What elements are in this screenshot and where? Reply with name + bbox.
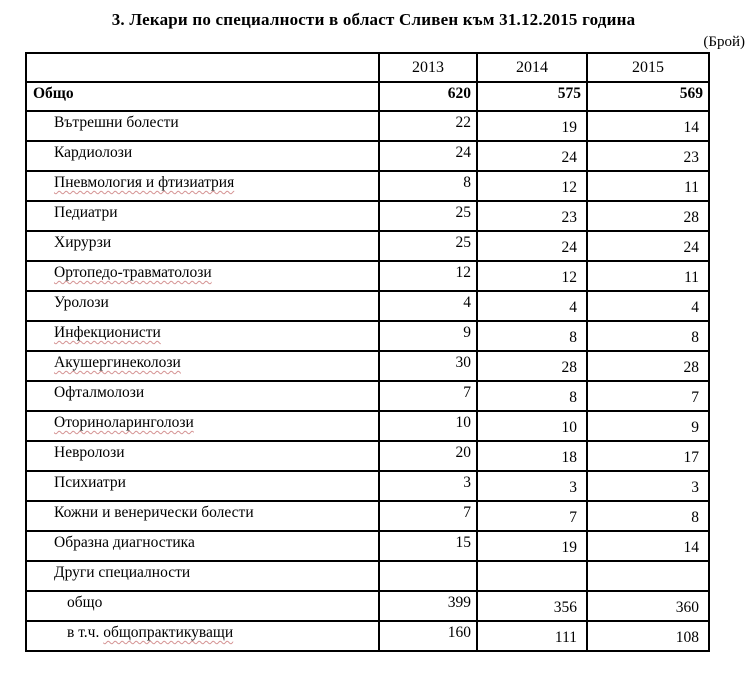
specialty-label: Невролози	[54, 444, 125, 461]
specialty-label: Кожни и венерически болести	[54, 504, 254, 521]
value-2013: 620	[379, 82, 477, 111]
value-2015: 8	[587, 501, 709, 531]
specialty-label: Акушергинеколози	[54, 354, 181, 371]
specialty-label: Офталмолози	[54, 384, 145, 401]
doctors-by-specialty-table	[25, 52, 710, 652]
label-prefix: в т.ч.	[67, 624, 104, 641]
value-2013: 25	[379, 231, 477, 261]
value-2014: 8	[477, 321, 587, 351]
specialty-label-cell	[26, 291, 379, 321]
specialty-label: Образна диагностика	[54, 534, 195, 551]
value-2013: 3	[379, 471, 477, 501]
value-2015: 11	[587, 261, 709, 291]
specialty-label-cell	[26, 621, 379, 651]
table-row	[26, 561, 709, 591]
value-2014: 12	[477, 171, 587, 201]
value-2015: 360	[587, 591, 709, 621]
specialty-label: Пневмология и фтизиатрия	[54, 174, 235, 191]
table-row	[26, 381, 709, 411]
value-2013: 30	[379, 351, 477, 381]
value-2014: 12	[477, 261, 587, 291]
table-row	[26, 441, 709, 471]
table-row	[26, 261, 709, 291]
table-row	[26, 201, 709, 231]
value-2014: 24	[477, 231, 587, 261]
value-2014: 3	[477, 471, 587, 501]
specialty-label: Ортопедо-травматолози	[54, 264, 212, 281]
value-2013: 25	[379, 201, 477, 231]
unit-note: (Брой)	[703, 34, 745, 50]
value-2015: 108	[587, 621, 709, 651]
specialty-label: Кардиолози	[54, 144, 133, 161]
specialty-label-cell	[26, 351, 379, 381]
specialty-label-cell	[26, 231, 379, 261]
table-row	[26, 501, 709, 531]
value-2014: 24	[477, 141, 587, 171]
specialty-label-cell	[26, 411, 379, 441]
value-2014: 575	[477, 82, 587, 111]
value-2015: 4	[587, 291, 709, 321]
value-2014: 4	[477, 291, 587, 321]
table-row	[26, 621, 709, 651]
specialty-label-cell	[26, 591, 379, 621]
table-row	[26, 171, 709, 201]
specialty-label: Уролози	[54, 294, 109, 311]
value-2013: 15	[379, 531, 477, 561]
value-2013: 4	[379, 291, 477, 321]
value-2013: 9	[379, 321, 477, 351]
table-row	[26, 111, 709, 141]
value-2015	[587, 561, 709, 591]
value-2015: 14	[587, 531, 709, 561]
year-2014-header: 2014	[477, 53, 587, 82]
specialty-label-cell	[26, 261, 379, 291]
table-row	[26, 411, 709, 441]
value-2015: 569	[587, 82, 709, 111]
table-row	[26, 471, 709, 501]
value-2013: 8	[379, 171, 477, 201]
specialty-label-cell	[26, 531, 379, 561]
value-2013: 20	[379, 441, 477, 471]
value-2015: 24	[587, 231, 709, 261]
specialty-label: общопрактикуващи	[103, 624, 234, 641]
specialty-column-header	[26, 53, 379, 82]
value-2015: 9	[587, 411, 709, 441]
value-2014: 28	[477, 351, 587, 381]
value-2014: 111	[477, 621, 587, 651]
specialty-label-cell	[26, 171, 379, 201]
specialty-label-cell	[26, 111, 379, 141]
value-2014: 18	[477, 441, 587, 471]
value-2015: 7	[587, 381, 709, 411]
header-row	[26, 53, 709, 82]
specialty-label-cell	[26, 141, 379, 171]
value-2013: 399	[379, 591, 477, 621]
table-row	[26, 231, 709, 261]
value-2015: 14	[587, 111, 709, 141]
specialty-label: Вътрешни болести	[54, 114, 179, 131]
value-2013: 160	[379, 621, 477, 651]
page-title: 3. Лекари по специалности в област Сливен към 31.12.2015 година	[111, 10, 636, 29]
value-2013: 10	[379, 411, 477, 441]
specialty-label-cell	[26, 82, 379, 111]
value-2015: 8	[587, 321, 709, 351]
value-2015: 28	[587, 351, 709, 381]
value-2013: 7	[379, 381, 477, 411]
value-2015: 11	[587, 171, 709, 201]
table-row	[26, 321, 709, 351]
table-body	[26, 82, 709, 651]
value-2014: 23	[477, 201, 587, 231]
table-row	[26, 351, 709, 381]
specialty-label: Общо	[33, 85, 74, 102]
value-2014: 8	[477, 381, 587, 411]
specialty-label: Педиатри	[54, 204, 118, 221]
year-2013-header: 2013	[379, 53, 477, 82]
specialty-label-cell	[26, 441, 379, 471]
value-2014: 10	[477, 411, 587, 441]
table-row	[26, 141, 709, 171]
specialty-label-cell	[26, 381, 379, 411]
specialty-label: Психиатри	[54, 474, 126, 491]
value-2013: 22	[379, 111, 477, 141]
value-2015: 28	[587, 201, 709, 231]
value-2014: 356	[477, 591, 587, 621]
value-2015: 17	[587, 441, 709, 471]
value-2014	[477, 561, 587, 591]
value-2015: 3	[587, 471, 709, 501]
specialty-label-cell	[26, 561, 379, 591]
table-row	[26, 291, 709, 321]
specialty-label-cell	[26, 321, 379, 351]
value-2014: 19	[477, 531, 587, 561]
value-2013	[379, 561, 477, 591]
specialty-label-cell	[26, 201, 379, 231]
specialty-label: Оториноларинголози	[54, 414, 194, 431]
value-2015: 23	[587, 141, 709, 171]
specialty-label-cell	[26, 501, 379, 531]
specialty-label: Хирурзи	[54, 234, 112, 251]
value-2013: 7	[379, 501, 477, 531]
year-2015-header: 2015	[587, 53, 709, 82]
value-2013: 24	[379, 141, 477, 171]
table-row	[26, 82, 709, 111]
value-2013: 12	[379, 261, 477, 291]
specialty-label: Инфекционисти	[54, 324, 161, 341]
table-row	[26, 591, 709, 621]
value-2014: 7	[477, 501, 587, 531]
specialty-label-cell	[26, 471, 379, 501]
value-2014: 19	[477, 111, 587, 141]
table-row	[26, 531, 709, 561]
specialty-label: общо	[67, 594, 103, 611]
specialty-label: Други специалности	[54, 564, 191, 581]
